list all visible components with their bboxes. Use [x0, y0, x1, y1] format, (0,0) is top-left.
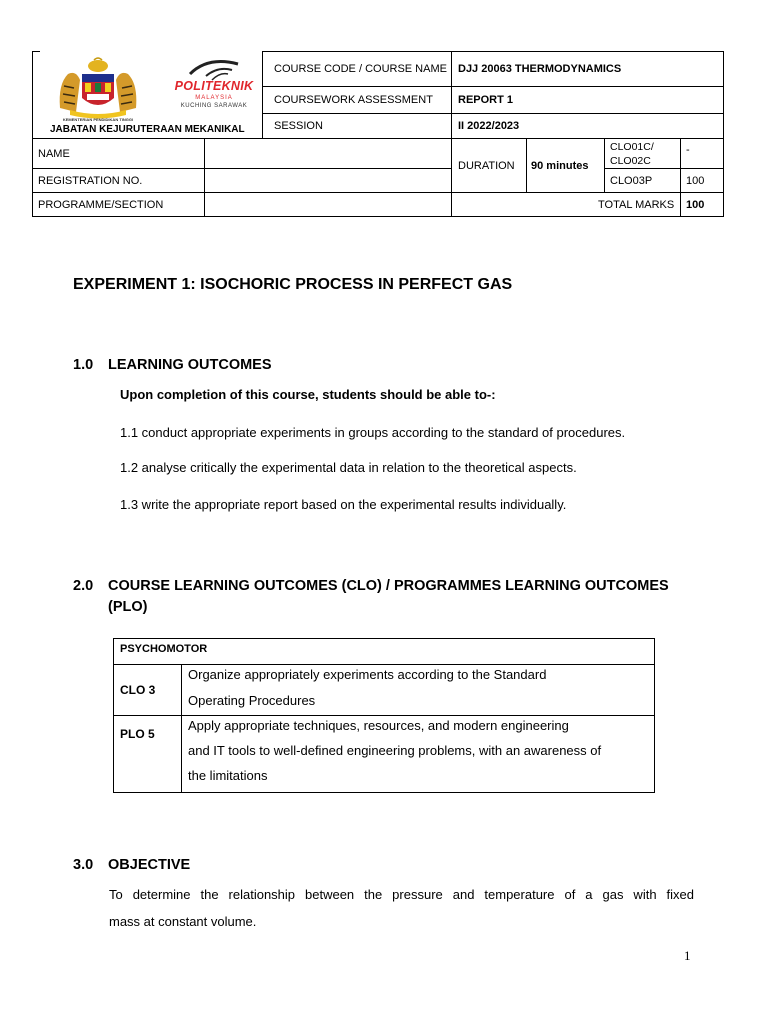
duration-label: DURATION — [458, 159, 515, 172]
table-header-psychomotor: PSYCHOMOTOR — [120, 643, 208, 655]
politeknik-country: MALAYSIA — [195, 95, 233, 101]
course-code-value: DJJ 20063 THERMODYNAMICS — [458, 63, 622, 75]
section1-heading: LEARNING OUTCOMES — [108, 357, 272, 373]
clo-a-label-line2: CLO02C — [610, 155, 651, 167]
department-name: JABATAN KEJURUTERAAN MEKANIKAL — [50, 124, 245, 135]
section1-number: 1.0 — [73, 357, 94, 373]
plo5-desc-line1: Apply appropriate techniques, resources, and modern engineering — [188, 718, 569, 733]
section2-heading-line2: (PLO) — [108, 599, 148, 615]
politeknik-name: POLITEKNIK — [174, 79, 254, 93]
section3-number: 3.0 — [73, 857, 94, 873]
politeknik-campus: KUCHING SARAWAK — [180, 103, 248, 109]
objective-line2: mass at constant volume. — [109, 914, 257, 929]
name-label: NAME — [38, 147, 70, 160]
clo-a-label-line1: CLO01C/ — [610, 141, 654, 153]
learning-outcome-2: 1.2 analyse critically the experimental data in relation to the theoretical aspects. — [120, 460, 577, 475]
assessment-value: REPORT 1 — [458, 94, 514, 106]
plo5-desc-line3: the limitations — [188, 768, 268, 783]
total-marks-value: 100 — [686, 198, 705, 211]
malaysia-coat-of-arms-logo — [54, 56, 142, 122]
learning-outcome-1: 1.1 conduct appropriate experiments in groups according to the standard of procedures. — [120, 425, 626, 440]
experiment-title: EXPERIMENT 1: ISOCHORIC PROCESS IN PERFECT GAS — [73, 276, 513, 293]
clo3-desc-line2: Operating Procedures — [188, 693, 316, 708]
clo3-code: CLO 3 — [120, 683, 156, 697]
page-number: 1 — [684, 948, 691, 963]
plo5-desc-line2: and IT tools to well-defined engineering problems, with an awareness of — [188, 743, 602, 758]
registration-label: REGISTRATION NO. — [38, 174, 143, 187]
clo-a-value: - — [686, 144, 690, 156]
course-code-label: COURSE CODE / COURSE NAME — [274, 63, 447, 75]
duration-value: 90 minutes — [531, 159, 589, 172]
clo-b-label: CLO03P — [610, 174, 653, 187]
total-marks-label: TOTAL MARKS — [598, 198, 675, 211]
objective-line1: To determine the relationship between the pressure and temperature of a gas with fixed — [109, 887, 694, 902]
clo3-desc-line1: Organize appropriately experiments according to the Standard — [188, 667, 547, 682]
section2-number: 2.0 — [73, 578, 94, 594]
learning-outcome-3: 1.3 write the appropriate report based on the experimental results individually. — [120, 497, 567, 512]
session-label: SESSION — [274, 120, 323, 132]
assessment-label: COURSEWORK ASSESSMENT — [274, 94, 433, 106]
ministry-caption: KEMENTERIAN PENDIDIKAN TINGGI — [62, 117, 134, 122]
section2-heading-line1: COURSE LEARNING OUTCOMES (CLO) / PROGRAMMES LEARNING OUTCOMES — [108, 578, 669, 594]
programme-label: PROGRAMME/SECTION — [38, 198, 164, 211]
plo5-code: PLO 5 — [120, 727, 155, 741]
section1-intro: Upon completion of this course, students should be able to-: — [120, 387, 496, 402]
section3-heading: OBJECTIVE — [108, 857, 191, 873]
clo-b-value: 100 — [686, 174, 705, 187]
session-value: II 2022/2023 — [458, 120, 520, 132]
